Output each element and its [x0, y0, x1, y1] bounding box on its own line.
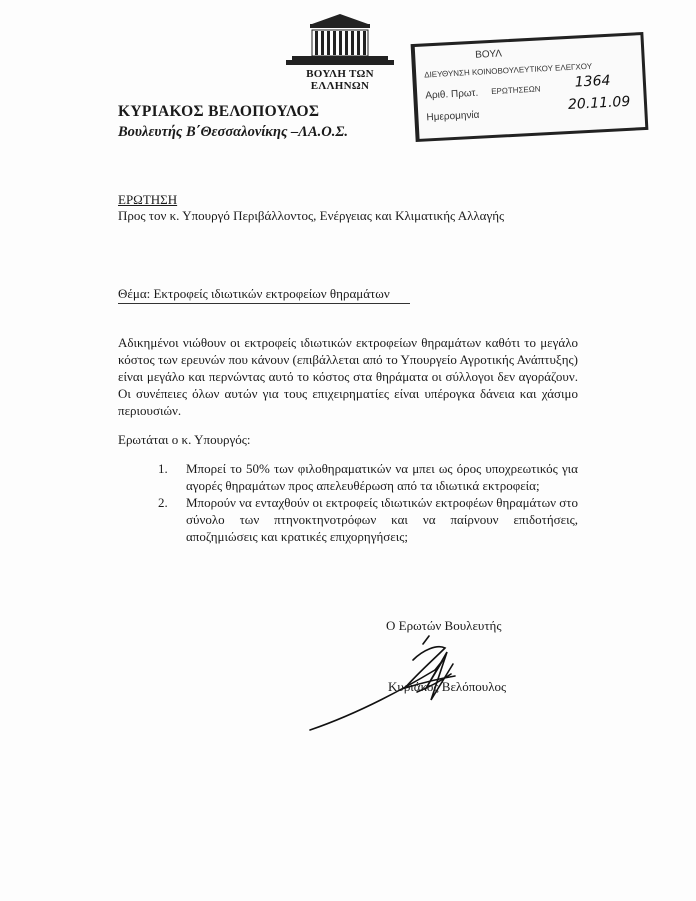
signer-name: Κυριάκος Βελόπουλος [388, 679, 507, 694]
stamp-protocol-number: 1364 [574, 72, 611, 91]
subject-underline [118, 303, 410, 304]
list-item-number: 2. [158, 495, 168, 510]
question-list [150, 460, 578, 545]
stamp-line-1: ΒΟΥΛ [474, 48, 503, 61]
stamp-line-3-type: ΕΡΩΤΗΣΕΩΝ [490, 84, 541, 97]
registration-stamp [411, 32, 649, 142]
list-item [150, 460, 578, 494]
parliament-caption: ΒΟΥΛΗ ΤΩΝ ΕΛΛΗΝΩΝ [306, 68, 374, 92]
question-recipient: Προς τον κ. Υπουργό Περιβάλλοντος, Ενέργειας και Κλιματικής Αλλαγής [118, 208, 505, 223]
author-title: Βουλευτής Β΄Θεσσαλονίκης –ΛΑ.Ο.Σ. [118, 124, 348, 140]
list-item-text: Μπορούν να ενταχθούν οι εκτροφείς ιδιωτικών εκτροφέων θηραμάτων στο σύνολο των πτηνοκτηνοτρόφων και να παίρνουν επιδοτήσεις, αποζημιώσεις και κρατικές επιχορηγήσεις; [186, 495, 579, 544]
body-paragraph: Αδικημένοι νιώθουν οι εκτροφείς ιδιωτικών εκτροφείων θηραμάτων καθότι το μεγάλο κόστος των ερευνών που κάνουν (επιβάλλεται από το Υπουργείο Αγροτικής Ανάπτυξης) είναι μεγάλο και περνώντας αυτό το κόστος στα θηράματα οι σύλλογοι δεν αγοράζουν. Οι συνέπειες όλων αυτών για τους επιχειρηματίες είναι υπέρογκα δάνεια και χάσιμο περιουσιών. [118, 335, 578, 418]
closing-line: Ο Ερωτών Βουλευτής [386, 618, 502, 633]
parliament-building-icon [282, 10, 398, 68]
stamp-line-2: ΔΙΕΥΘΥΝΣΗ ΚΟΙΝΟΒΟΥΛΕΥΤΙΚΟΥ ΕΛΕΓΧΟΥ [423, 61, 593, 80]
question-heading: ΕΡΩΤΗΣΗ [118, 192, 178, 207]
list-item-number: 1. [158, 461, 168, 476]
list-item [150, 494, 578, 545]
list-item-text: Μπορεί το 50% των φιλοθηραματικών να μπει ως όρος υποχρεωτικός για αγορές θηραμάτων προς απελευθέρωση από τα ιδιωτικά εκτροφεία; [186, 461, 578, 493]
parliament-logo [282, 10, 398, 92]
stamp-line-4-label: Ημερομηνία [426, 109, 480, 124]
stamp-date: 20.11.09 [567, 93, 631, 113]
author-name: ΚΥΡΙΑΚΟΣ ΒΕΛΟΠΟΥΛΟΣ [118, 103, 320, 120]
subject-line: Θέμα: Εκτροφείς ιδιωτικών εκτροφείων θηραμάτων [118, 286, 390, 301]
stamp-line-3-label: Αριθ. Πρωτ. [425, 87, 479, 102]
question-intro: Ερωτάται ο κ. Υπουργός: [118, 432, 251, 447]
